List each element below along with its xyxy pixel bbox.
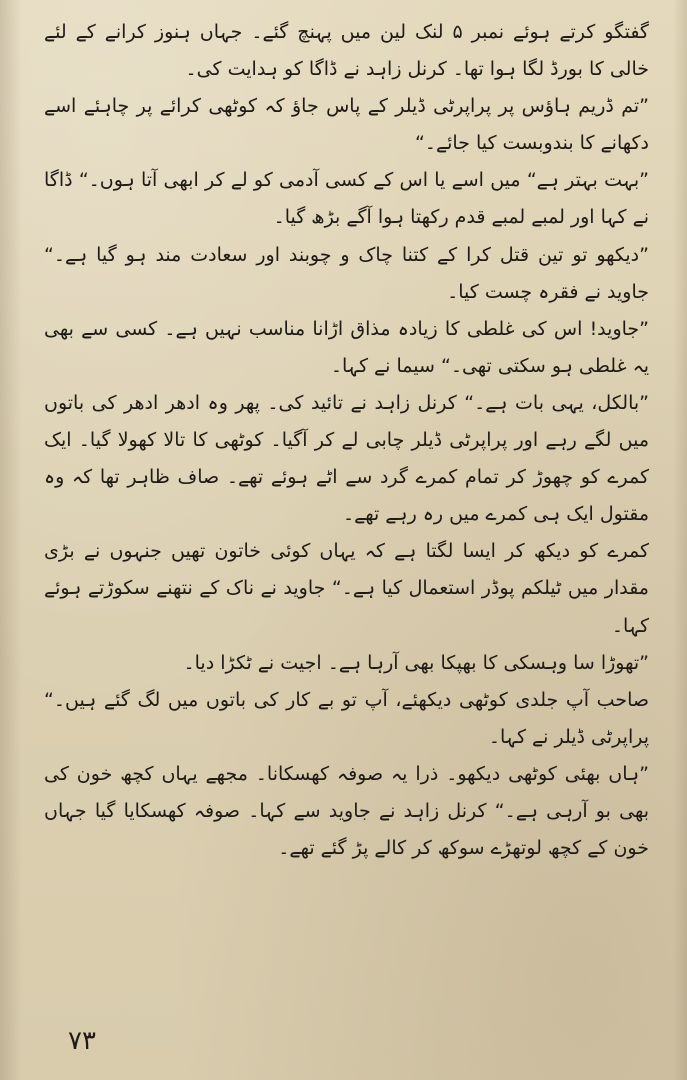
paragraph-8: ”تھوڑا سا وہسکی کا بھپکا بھی آرہا ہے۔ اجیت نے ٹکڑا دیا۔ <box>183 651 649 674</box>
paragraph-6: ”بالکل، یہی بات ہے۔“ کرنل زاہد نے تائید کی۔ پھر وہ ادھر ادھر کی باتوں میں لگے رہے اور پراپرٹی ڈیلر چابی لے کر آگیا۔ کوٹھی کا تالا کھولا گیا۔ ایک کمرے کو چھوڑ کر تمام کمرے گرد سے اٹے ہوئے تھے۔ صاف ظاہر تھا کہ وہ مقتول ایک ہی کمرے میں رہ رہے تھے۔ <box>44 391 649 526</box>
page-body-text <box>44 14 649 867</box>
paragraph-4: ”دیکھو تو تین قتل کرا کے کتنا چاک و چوبند اور سعادت مند ہو گیا ہے۔“ جاوید نے فقرہ چست کیا۔ <box>44 243 649 303</box>
paragraph-5: ”جاوید! اس کی غلطی کا زیادہ مذاق اڑانا مناسب نہیں ہے۔ کسی سے بھی یہ غلطی ہو سکتی تھی۔“ سیما نے کہا۔ <box>44 317 649 377</box>
paragraph-7: کمرے کو دیکھ کر ایسا لگتا ہے کہ یہاں کوئی خاتون تھیں جنہوں نے بڑی مقدار میں ٹیلکم پوڈر استعمال کیا ہے۔“ جاوید نے ناک کے نتھنے سکوڑتے ہوئے کہا۔ <box>44 540 649 637</box>
paragraph-10: ”ہاں بھئی کوٹھی دیکھو۔ ذرا یہ صوفہ کھسکانا۔ مجھے یہاں کچھ خون کی بھی بو آرہی ہے۔“ کرنل زاہد نے جاوید سے کہا۔ صوفہ کھسکایا گیا جہاں خون کے کچھ لوتھڑے سوکھ کر کالے پڑ گئے تھے۔ <box>44 762 649 860</box>
paragraph-2: ”تم ڈریم ہاؤس پر پراپرٹی ڈیلر کے پاس جاؤ کہ کوٹھی کرائے پر چاہئے اسے دکھانے کا بندوبست کیا جائے۔“ <box>44 95 649 155</box>
paragraph-3: ”بہت بہتر ہے“ میں اسے یا اس کے کسی آدمی کو لے کر ابھی آتا ہوں۔“ ڈاگا نے کہا اور لمبے لمبے قدم رکھتا ہوا آگے بڑھ گیا۔ <box>44 169 649 229</box>
page-number: ۷۳ <box>68 1026 96 1056</box>
paragraph-9: صاحب آپ جلدی کوٹھی دیکھئے، آپ تو بے کار کی باتوں میں لگ گئے ہیں۔“ پراپرٹی ڈیلر نے کہا۔ <box>44 688 649 748</box>
paragraph-1: گفتگو کرتے ہوئے نمبر ۵ لنک لین میں پہنچ گئے۔ جہاں ہنوز کرانے کے لئے خالی کا بورڈ لگا ہوا تھا۔ کرنل زاہد نے ڈاگا کو ہدایت کی۔ <box>44 21 649 81</box>
